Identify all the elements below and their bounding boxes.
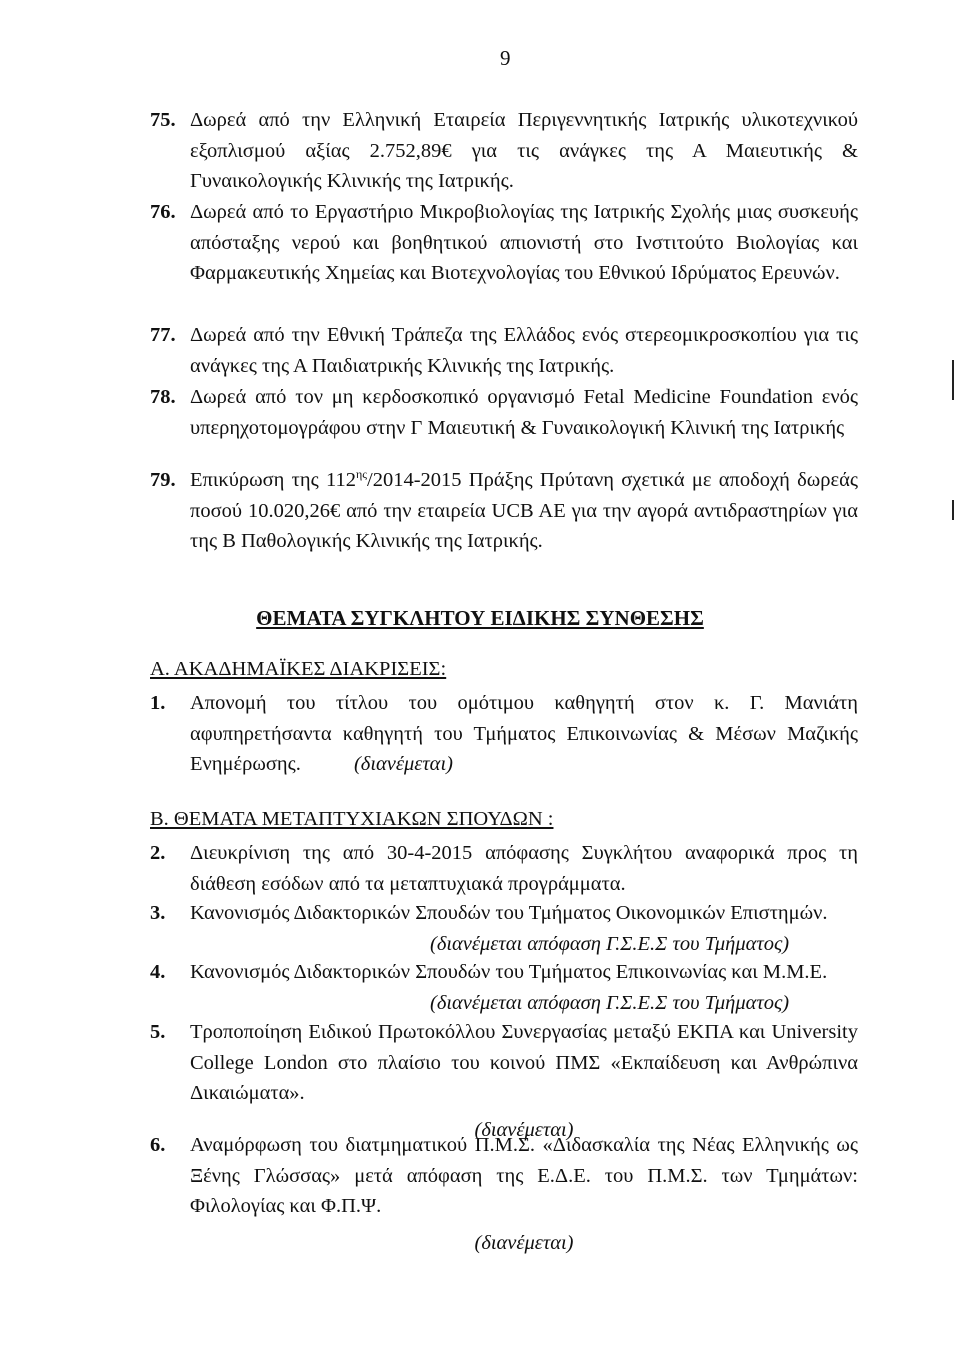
agenda-item-1 xyxy=(150,688,858,780)
item-number: 2. xyxy=(150,842,166,864)
distributed-note: (διανέμεται) xyxy=(474,1118,574,1141)
item-number: 1. xyxy=(150,692,166,714)
item-number: 3. xyxy=(150,902,166,924)
item-text: Διευκρίνιση της από 30-4-2015 απόφασης Συγκλήτου αναφορικά προς τη διάθεση εσόδων από τα μεταπτυχιακά προγράμματα. xyxy=(190,842,858,895)
item-text: Αναμόρφωση του διατμηματικού Π.Μ.Σ. «Διδασκαλία της Νέας Ελληνικής ως Ξένης Γλώσσας» μετά απόφαση της Ε.Δ.Ε. του Π.Μ.Σ. των Τμημάτων: Φιλολογίας και Φ.Π.Ψ. xyxy=(190,1134,858,1217)
scan-edge-mark xyxy=(952,360,954,400)
item-text-start: Επικύρωση της 112 xyxy=(190,469,356,491)
item-text xyxy=(190,465,858,557)
item-text: Δωρεά από τον μη κερδοσκοπικό οργανισμό Fetal Medicine Foundation ενός υπερηχοτομογράφου στην Γ Μαιευτική & Γυναικολογική Κλινική της Ιατρικής xyxy=(190,386,858,439)
distributed-note: (διανέμεται) xyxy=(353,753,453,775)
subsection-a-heading: Α. ΑΚΑΔΗΜΑΪΚΕΣ ΔΙΑΚΡΙΣΕΙΣ: xyxy=(150,658,447,680)
item-number: 78. xyxy=(150,386,176,408)
agenda-item-3 xyxy=(150,898,858,959)
item-text: Δωρεά από την Ελληνική Εταιρεία Περιγεννητικής Ιατρικής υλικοτεχνικού εξοπλισμού αξίας 2.752,89€ για τις ανάγκες της Α Μαιευτικής & Γυναικολογικής Κλινικής της Ιατρικής. xyxy=(190,109,858,192)
item-number: 4. xyxy=(150,961,166,983)
agenda-item-75 xyxy=(150,105,858,197)
item-number: 6. xyxy=(150,1134,166,1156)
agenda-item-79 xyxy=(150,465,858,557)
scan-edge-mark xyxy=(952,500,954,520)
item-text: Απονομή του τίτλου του ομότιμου καθηγητή στον κ. Γ. Μανιάτη αφυπηρετήσαντα καθηγητή του Τμήματος Επικοινωνίας & Μέσων Μαζικής Ενημέρωσης. xyxy=(190,692,858,775)
subsection-b-heading: Β. ΘΕΜΑΤΑ ΜΕΤΑΠΤΥΧΙΑΚΩΝ ΣΠΟΥΔΩΝ : xyxy=(150,808,554,830)
distributed-note: (διανέμεται απόφαση Γ.Σ.Ε.Σ του Τμήματος) xyxy=(430,932,790,955)
section-heading: ΘΕΜΑΤΑ ΣΥΓΚΛΗΤΟΥ ΕΙΔΙΚΗΣ ΣΥΝΘΕΣΗΣ xyxy=(256,606,704,630)
ordinal-suffix: ης xyxy=(355,467,368,482)
agenda-item-6 xyxy=(150,1130,858,1258)
item-number: 5. xyxy=(150,1021,166,1043)
item-number: 76. xyxy=(150,201,176,223)
item-number: 77. xyxy=(150,324,176,346)
item-text: Δωρεά από το Εργαστήριο Μικροβιολογίας της Ιατρικής Σχολής μιας συσκευής απόσταξης νερού και βοηθητικού απιονιστή στο Ινστιτούτο Βιολογίας και Φαρμακευτικής Χημείας και Βιοτεχνολογίας του Εθνικού Ιδρύματος Ερευνών. xyxy=(190,201,858,284)
item-text: Κανονισμός Διδακτορικών Σπουδών του Τμήματος Επικοινωνίας και Μ.Μ.Ε. xyxy=(190,961,828,983)
agenda-item-4 xyxy=(150,957,858,1018)
item-number: 75. xyxy=(150,109,176,131)
distributed-note: (διανέμεται) xyxy=(474,1231,574,1254)
item-text: Κανονισμός Διδακτορικών Σπουδών του Τμήματος Οικονομικών Επιστημών. xyxy=(190,902,828,924)
item-number: 79. xyxy=(150,469,176,491)
agenda-item-76 xyxy=(150,197,858,289)
agenda-item-2 xyxy=(150,838,858,899)
item-text: Τροποποίηση Ειδικού Πρωτοκόλλου Συνεργασίας μεταξύ ΕΚΠΑ και University College London στο πλαίσιο του κοινού ΠΜΣ «Εκπαίδευση και Ανθρώπινα Δικαιώματα». xyxy=(190,1021,858,1104)
item-text-end: /2014-2015 Πράξης Πρύτανη σχετικά με αποδοχή δωρεάς ποσού 10.020,26€ από την εταιρεία UCB AE για την αγορά αντιδραστηρίων για της Β Παθολογικής Κλινικής της Ιατρικής. xyxy=(190,469,858,552)
distributed-note: (διανέμεται απόφαση Γ.Σ.Ε.Σ του Τμήματος) xyxy=(430,991,790,1014)
item-text: Δωρεά από την Εθνική Τράπεζα της Ελλάδος ενός στερεομικροσκοπίου για τις ανάγκες της Α Παιδιατρικής Κλινικής της Ιατρικής. xyxy=(190,324,858,377)
agenda-item-78 xyxy=(150,382,858,443)
agenda-item-5 xyxy=(150,1017,858,1145)
page-number: 9 xyxy=(500,46,511,70)
agenda-item-77 xyxy=(150,320,858,381)
